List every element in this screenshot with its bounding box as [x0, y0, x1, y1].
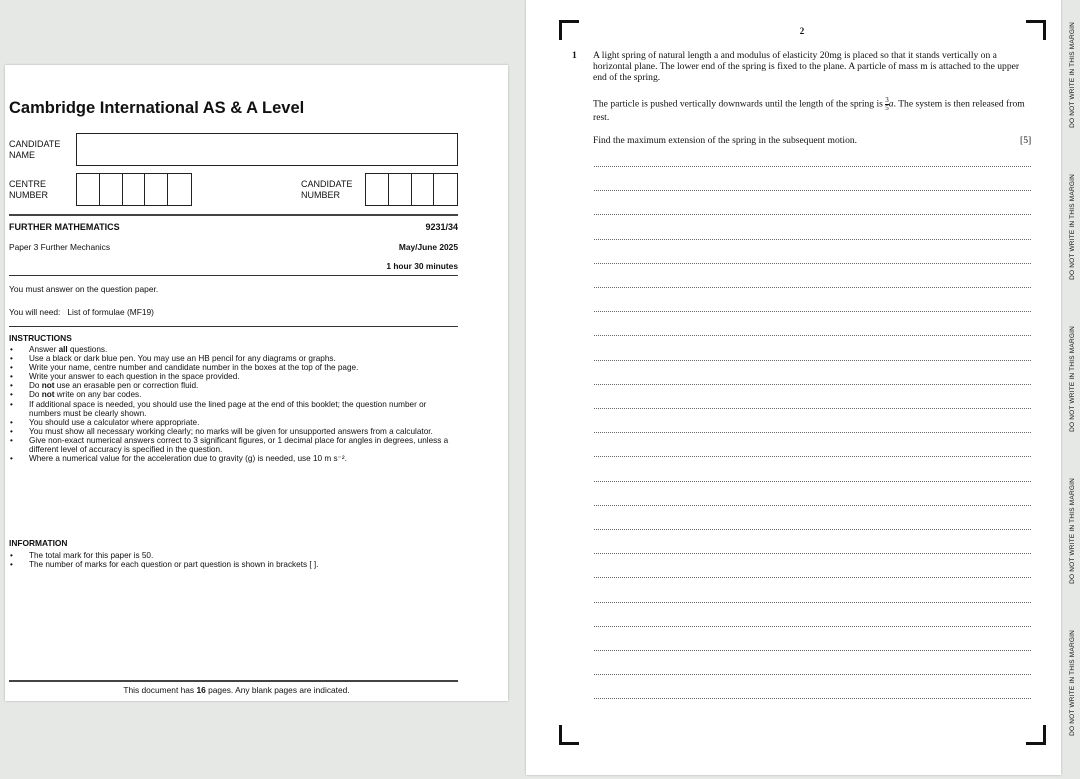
answer-line[interactable]	[594, 698, 1031, 699]
digit-box[interactable]	[145, 174, 168, 205]
question-paragraph-1: A light spring of natural length a and modulus of elasticity 20mg is placed so that it stands vertically on a horizontal plane. The lower end of the spring is fixed to the plane. A particle of mass m is attached to the upper end of the spring.	[593, 50, 1020, 83]
instruction-item: • Use a black or dark blue pen. You may use an HB pencil for any diagrams or graphs.	[9, 354, 454, 363]
exam-board-title: Cambridge International AS & A Level	[9, 99, 305, 117]
instruction-item: • Give non-exact numerical answers correct to 3 significant figures, or 1 decimal place for angles in degrees, unless a different level of accuracy is specified in the question.	[9, 436, 454, 454]
fraction: $\frac{3}{5}$	[885, 96, 889, 112]
answer-line[interactable]	[594, 214, 1031, 215]
instruction-item: • Do not write on any bar codes.	[9, 390, 454, 399]
instruction-item: • You should use a calculator where appropriate.	[9, 418, 454, 427]
divider	[9, 326, 458, 327]
answer-line[interactable]	[594, 577, 1031, 578]
information-item: • The total mark for this paper is 50.	[9, 551, 454, 560]
answer-line[interactable]	[594, 360, 1031, 361]
answer-line[interactable]	[594, 239, 1031, 240]
question-number: 1	[572, 50, 577, 61]
paper-code: 9231/34	[425, 222, 458, 232]
digit-box[interactable]	[412, 174, 435, 205]
answer-line[interactable]	[594, 529, 1031, 530]
you-will-need-label: You will need:	[9, 307, 61, 317]
answer-line[interactable]	[594, 553, 1031, 554]
page-count-footer: This document has 16 pages. Any blank pages are indicated.	[123, 685, 350, 695]
centre-number-label: CENTRE NUMBER	[9, 179, 49, 200]
question-page	[526, 0, 1061, 775]
digit-box[interactable]	[77, 174, 100, 205]
exam-session: May/June 2025	[398, 242, 458, 252]
question-marks: [5]	[1020, 135, 1032, 146]
margin-warning: DO NOT WRITE IN THIS MARGIN	[1069, 22, 1076, 128]
margin-warning: DO NOT WRITE IN THIS MARGIN	[1069, 630, 1076, 736]
divider	[9, 214, 458, 216]
instruction-item: • Do not use an erasable pen or correction fluid.	[9, 381, 454, 390]
margin-warning: DO NOT WRITE IN THIS MARGIN	[1069, 174, 1076, 280]
candidate-number-boxes[interactable]	[365, 173, 458, 206]
candidate-name-box[interactable]	[76, 133, 458, 166]
answer-line[interactable]	[594, 263, 1031, 264]
margin-warning: DO NOT WRITE IN THIS MARGIN	[1069, 478, 1076, 584]
instruction-item: • Write your answer to each question in the space provided.	[9, 372, 454, 381]
candidate-number-label: CANDIDATE NUMBER	[301, 179, 353, 200]
answer-line[interactable]	[594, 505, 1031, 506]
margin-warning: DO NOT WRITE IN THIS MARGIN	[1069, 326, 1076, 432]
question-instruction: Find the maximum extension of the spring in the subsequent motion.	[593, 135, 858, 146]
registration-mark-bottom-right	[1026, 725, 1046, 745]
instruction-item: • If additional space is needed, you should use the lined page at the end of this booklet; the question number or numbers must be clearly shown.	[9, 400, 454, 418]
answer-line[interactable]	[594, 456, 1031, 457]
instructions-list	[9, 345, 454, 463]
instructions-heading: INSTRUCTIONS	[9, 333, 72, 343]
digit-box[interactable]	[366, 174, 389, 205]
answer-line[interactable]	[594, 408, 1031, 409]
answer-line[interactable]	[594, 650, 1031, 651]
cover-page	[5, 65, 508, 701]
exam-duration: 1 hour 30 minutes	[386, 261, 458, 271]
answer-line[interactable]	[594, 626, 1031, 627]
you-will-need-value: List of formulae (MF19)	[67, 307, 154, 317]
instruction-item: • Write your name, centre number and candidate number in the boxes at the top of the page.	[9, 363, 454, 372]
answer-line[interactable]	[594, 287, 1031, 288]
digit-box[interactable]	[123, 174, 146, 205]
digit-box[interactable]	[434, 174, 457, 205]
answer-line[interactable]	[594, 190, 1031, 191]
you-will-need	[9, 307, 154, 317]
answer-line[interactable]	[594, 335, 1031, 336]
instruction-item: • You must show all necessary working clearly; no marks will be given for unsupported answers from a calculator.	[9, 427, 454, 436]
instruction-item: • Where a numerical value for the acceleration due to gravity (g) is needed, use 10 m s⁻².	[9, 454, 454, 463]
answer-line[interactable]	[594, 166, 1031, 167]
answer-line[interactable]	[594, 602, 1031, 603]
candidate-name-label: CANDIDATE NAME	[9, 139, 61, 160]
registration-mark-bottom-left	[559, 725, 579, 745]
digit-box[interactable]	[168, 174, 191, 205]
page-number: 2	[799, 26, 805, 36]
digit-box[interactable]	[100, 174, 123, 205]
information-heading: INFORMATION	[9, 538, 68, 548]
answer-line[interactable]	[594, 674, 1031, 675]
answer-line[interactable]	[594, 384, 1031, 385]
answer-line[interactable]	[594, 311, 1031, 312]
question-paragraph-2: The particle is pushed vertically downwards until the length of the spring is $\frac{3}{5}$ a. The system is then released from rest.	[593, 96, 1025, 123]
answer-line[interactable]	[594, 432, 1031, 433]
answer-note: You must answer on the question paper.	[9, 284, 159, 294]
subject-title: FURTHER MATHEMATICS	[9, 222, 120, 232]
information-list	[9, 551, 454, 569]
digit-box[interactable]	[389, 174, 412, 205]
paper-name: Paper 3 Further Mechanics	[9, 242, 111, 252]
instruction-item: • Answer all questions.	[9, 345, 454, 354]
answer-line[interactable]	[594, 481, 1031, 482]
divider	[9, 680, 458, 682]
information-item: • The number of marks for each question or part question is shown in brackets [ ].	[9, 560, 454, 569]
centre-number-boxes[interactable]	[76, 173, 192, 206]
divider	[9, 275, 458, 276]
